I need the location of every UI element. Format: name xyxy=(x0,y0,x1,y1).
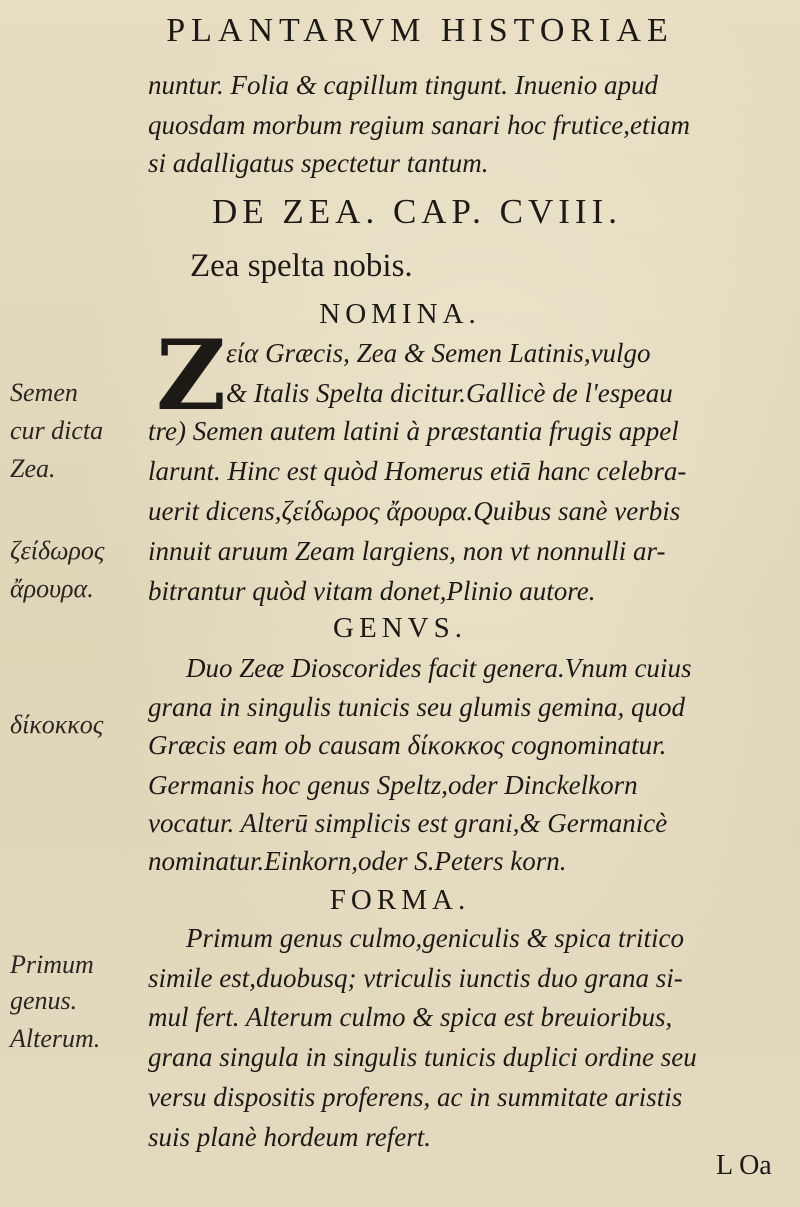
margin-note: Alterum. xyxy=(10,1024,101,1053)
text-line: Primum genus culmo,geniculis & spica tritico xyxy=(186,923,684,953)
text-line: quosdam morbum regium sanari hoc frutice,etiam xyxy=(148,110,690,140)
text-line: bitrantur quòd vitam donet,Plinio autore. xyxy=(148,576,596,606)
margin-note: ἄρουρα. xyxy=(10,574,94,603)
text-line: larunt. Hinc est quòd Homerus etiā hanc celebra- xyxy=(148,456,687,486)
text-line: versu dispositis proferens, ac in summitate aristis xyxy=(148,1082,683,1112)
text-line: εία Græcis, Zea & Semen Latinis,vulgo xyxy=(226,338,651,368)
text-line: & Italis Spelta dicitur.Gallicè de l'espeau xyxy=(226,378,673,408)
text-line: innuit aruum Zeam largiens, non vt nonnulli ar- xyxy=(148,536,666,566)
text-line: si adalligatus spectetur tantum. xyxy=(148,148,489,178)
text-line: Germanis hoc genus Speltz,oder Dinckelkorn xyxy=(148,770,638,800)
text-line: grana singula in singulis tunicis duplici ordine seu xyxy=(148,1042,697,1072)
text-line: suis planè hordeum refert. xyxy=(148,1122,431,1152)
section-heading-nomina: NOMINA. xyxy=(319,298,481,330)
section-heading-genus: GENVS. xyxy=(333,612,467,644)
chapter-subtitle: Zea spelta nobis. xyxy=(190,248,413,284)
text-line: Græcis eam ob causam δίκοκκος cognominatur. xyxy=(148,730,667,760)
text-line: grana in singulis tunicis seu glumis gemina, quod xyxy=(148,692,686,722)
text-line: simile est,duobusq; vtriculis iunctis duo grana si- xyxy=(148,963,683,993)
section-heading-forma: FORMA. xyxy=(329,884,471,916)
text-line: nuntur. Folia & capillum tingunt. Inuenio apud xyxy=(148,70,658,100)
chapter-heading: DE ZEA. CAP. CVIII. xyxy=(212,192,622,231)
margin-note: cur dicta xyxy=(10,416,104,445)
text-line: Duo Zeæ Dioscorides facit genera.Vnum cuius xyxy=(186,653,692,683)
text-line: mul fert. Alterum culmo & spica est breuioribus, xyxy=(148,1002,673,1032)
running-title: PLANTARVM HISTORIAE xyxy=(166,12,674,49)
margin-note: δίκοκκος xyxy=(10,710,104,739)
catchword: L Oa xyxy=(716,1150,772,1181)
margin-note: genus. xyxy=(10,986,78,1015)
text-line: vocatur. Alterū simplicis est grani,& Germanicè xyxy=(148,808,668,838)
text-line: nominatur.Einkorn,oder S.Peters korn. xyxy=(148,846,567,876)
drop-capital: Z xyxy=(156,319,227,432)
margin-note: Semen xyxy=(10,378,78,407)
margin-note: Zea. xyxy=(10,454,56,483)
text-line: tre) Semen autem latini à præstantia frugis appel xyxy=(148,416,679,446)
margin-note: Primum xyxy=(10,950,94,979)
margin-note: ζείδωρος xyxy=(10,536,105,565)
text-line: uerit dicens,ζείδωρος ἄρουρα.Quibus sanè verbis xyxy=(148,496,681,526)
